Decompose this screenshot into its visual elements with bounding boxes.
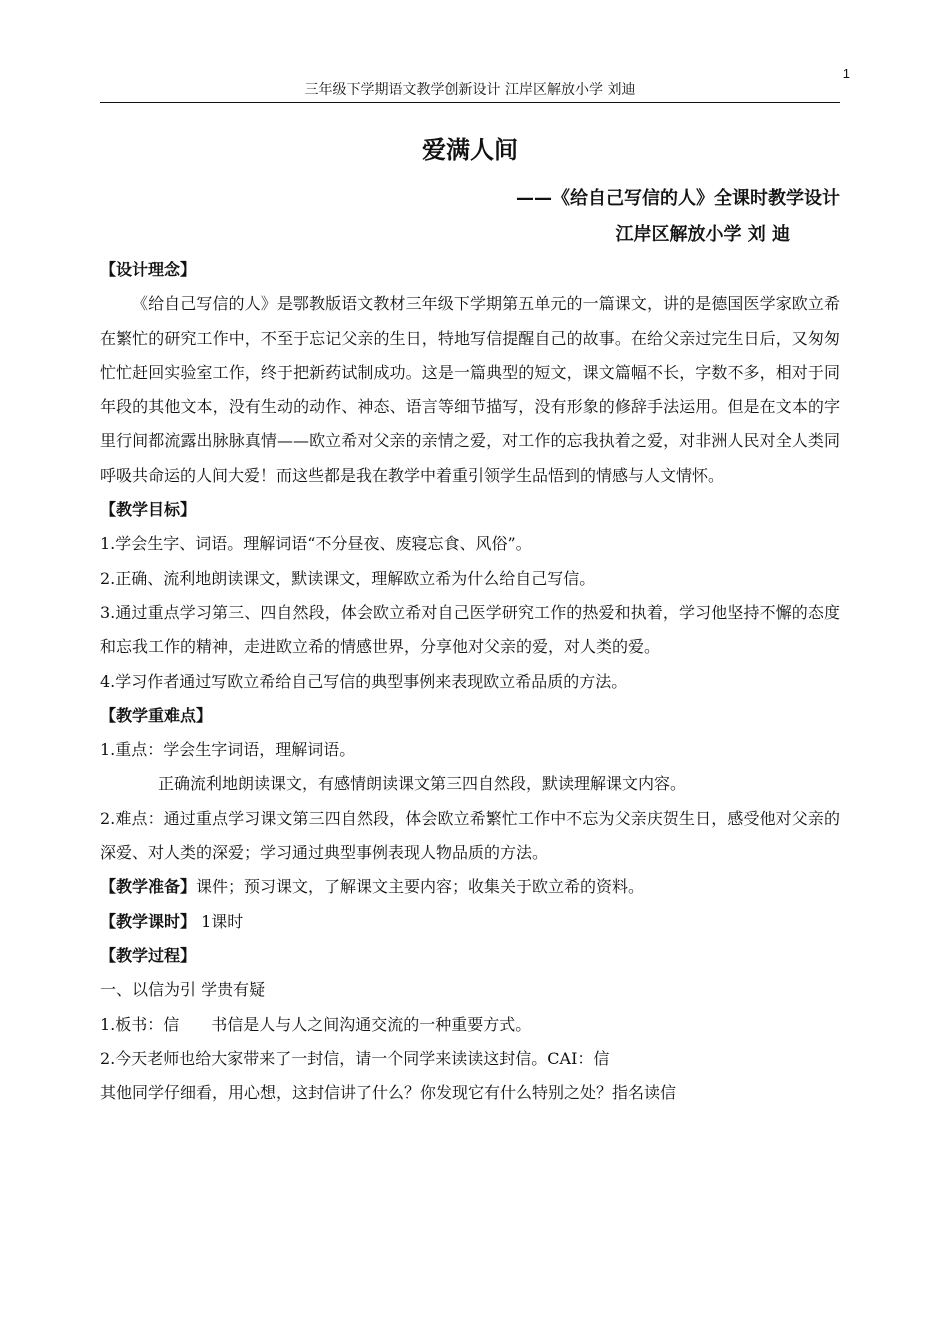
key-point-focus-continued: 正确流利地朗读课文，有感情朗读课文第三四自然段，默读理解课文内容。 xyxy=(158,774,687,794)
process-line: 2.今天老师也给大家带来了一封信，请一个同学来读读这封信。CAI：信 xyxy=(100,1048,610,1068)
section-heading-key-points: 【教学重难点】 xyxy=(100,705,213,725)
running-header: 三年级下学期语文教学创新设计 江岸区解放小学 刘迪 xyxy=(304,82,636,98)
key-point-difficulty: 2.难点：通过重点学习课文第三四自然段，体会欧立希繁忙工作中不忘为父亲庆贺生日，感受他对父亲的深爱、对人类的深爱；学习通过典型事例表现人物品质的方法。 xyxy=(100,808,840,863)
goal-item: 4.学习作者通过写欧立希给自己写信的典型事例来表现欧立希品质的方法。 xyxy=(100,671,628,691)
page-number: 1 xyxy=(842,66,850,81)
section-heading-process: 【教学过程】 xyxy=(100,945,197,965)
goal-item: 2.正确、流利地朗读课文，默读课文，理解欧立希为什么给自己写信。 xyxy=(100,568,596,588)
document-title: 爱满人间 xyxy=(422,136,518,164)
process-line: 1.板书：信 书信是人与人之间沟通交流的一种重要方式。 xyxy=(100,1014,532,1034)
prep-line xyxy=(100,870,840,904)
goal-item: 1.学会生字、词语。理解词语“不分昼夜、废寝忘食、风俗”。 xyxy=(100,534,532,554)
document-subtitle: ——《给自己写信的人》全课时教学设计 xyxy=(516,188,840,209)
prep-text: 课件；预习课文，了解课文主要内容；收集关于欧立希的资料。 xyxy=(196,877,645,897)
header-divider xyxy=(100,102,840,103)
concept-paragraph: 《给自己写信的人》是鄂教版语文教材三年级下学期第五单元的一篇课文，讲的是德国医学家欧立希在繁忙的研究工作中，不至于忘记父亲的生日，特地写信提醒自己的故事。在给父亲过完生日后，又匆匆忙忙赶回实验室工作，终于把新药试制成功。这是一篇典型的短文，课文篇幅不长，字数不多，相对于同年段的其他文本，没有生动的动作、神态、语言等细节描写，没有形象的修辞手法运用。但是在文本的字里行间都流露出脉脉真情——欧立希对父亲的亲情之爱，对工作的忘我执着之爱，对非洲人民对全人类同呼吸共命运的人间大爱！而这些都是我在教学中着重引领学生品悟到的情感与人文情怀。 xyxy=(100,294,840,485)
process-step-title: 一、以信为引 学贵有疑 xyxy=(100,980,266,1000)
hours-text: 1课时 xyxy=(196,911,244,931)
process-line: 其他同学仔细看，用心想，这封信讲了什么？你发现它有什么特别之处？指名读信 xyxy=(100,1083,677,1103)
goal-item: 3.通过重点学习第三、四自然段，体会欧立希对自己医学研究工作的热爱和执着，学习他坚持不懈的态度和忘我工作的精神，走进欧立希的情感世界，分享他对父亲的爱，对人类的爱。 xyxy=(100,602,840,657)
hours-line xyxy=(100,905,840,939)
section-heading-concept: 【设计理念】 xyxy=(100,260,197,279)
key-point-focus: 1.重点：学会生字词语，理解词语。 xyxy=(100,740,356,760)
section-heading-goals: 【教学目标】 xyxy=(100,500,197,520)
document-body xyxy=(100,253,840,1110)
section-heading-prep: 【教学准备】 xyxy=(100,877,197,897)
document-author: 江岸区解放小学 刘 迪 xyxy=(615,224,790,245)
section-heading-hours: 【教学课时】 xyxy=(100,911,197,931)
